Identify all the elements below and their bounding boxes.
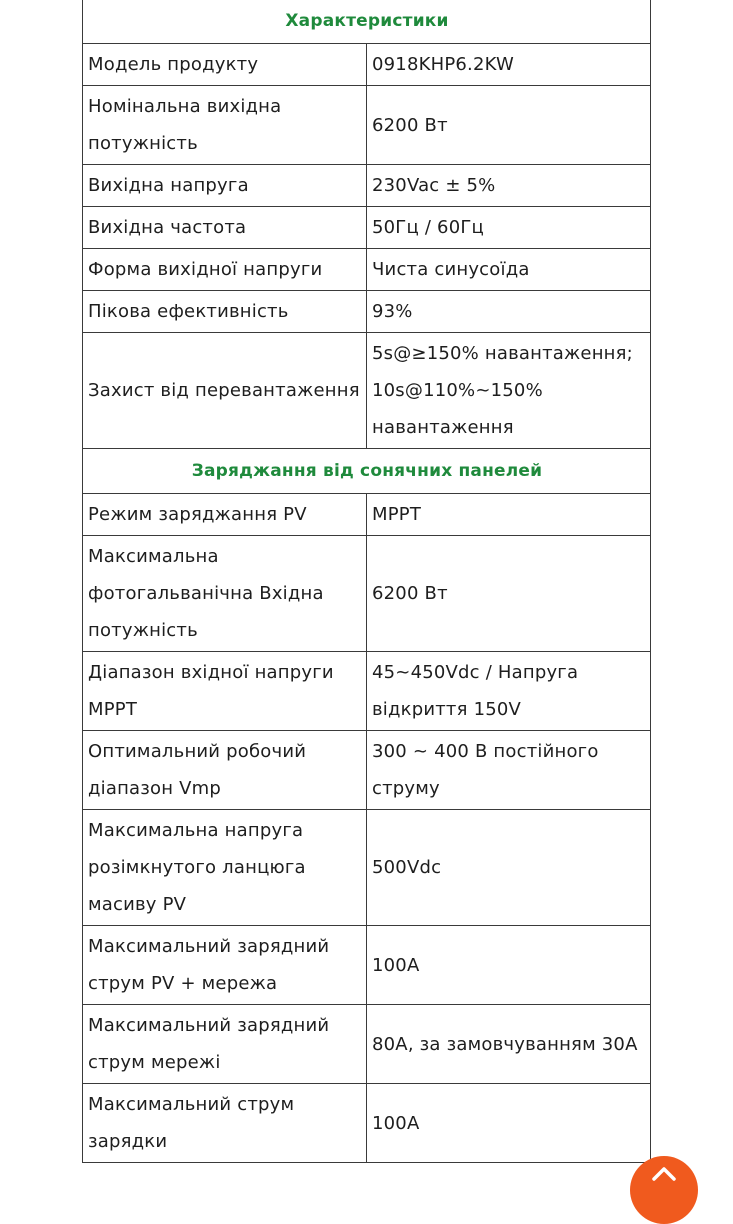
section-title: Характеристики (83, 0, 651, 44)
table-row (83, 165, 651, 207)
row-label: Захист від перевантаження (83, 333, 367, 449)
row-label: Номінальна вихідна потужність (83, 86, 367, 165)
spec-table (82, 0, 651, 1163)
row-value: 50Гц / 60Гц (367, 207, 651, 249)
row-label: Пікова ефективність (83, 291, 367, 333)
table-row (83, 652, 651, 731)
table-row (83, 494, 651, 536)
table-row (83, 333, 651, 449)
row-label: Форма вихідної напруги (83, 249, 367, 291)
table-row (83, 810, 651, 926)
row-label: Максимальна фотогальванічна Вхідна потужність (83, 536, 367, 652)
row-value: 5s@≥150% навантаження; 10s@110%~150% навантаження (367, 333, 651, 449)
row-label: Вихідна частота (83, 207, 367, 249)
row-value: 500Vdc (367, 810, 651, 926)
row-value: 45~450Vdc / Напруга відкриття 150V (367, 652, 651, 731)
row-label: Діапазон вхідної напруги MPPT (83, 652, 367, 731)
row-value: 0918KHP6.2KW (367, 44, 651, 86)
chevron-up-icon (651, 1164, 677, 1182)
table-row (83, 1005, 651, 1084)
row-value: 300 ~ 400 В постійного струму (367, 731, 651, 810)
row-label: Максимальний зарядний струм PV + мережа (83, 926, 367, 1005)
row-value: 6200 Вт (367, 86, 651, 165)
table-row (83, 86, 651, 165)
table-row (83, 207, 651, 249)
table-row (83, 536, 651, 652)
scroll-to-top-button[interactable] (630, 1156, 698, 1224)
section-title: Заряджання від сонячних панелей (83, 449, 651, 494)
table-row (83, 44, 651, 86)
row-value: Чиста синусоїда (367, 249, 651, 291)
row-label: Максимальна напруга розімкнутого ланцюга масиву PV (83, 810, 367, 926)
table-row (83, 926, 651, 1005)
row-label: Вихідна напруга (83, 165, 367, 207)
row-value: 230Vac ± 5% (367, 165, 651, 207)
row-label: Оптимальний робочий діапазон Vmp (83, 731, 367, 810)
row-value: 100A (367, 926, 651, 1005)
section-header (83, 0, 651, 44)
section-header (83, 449, 651, 494)
table-row (83, 291, 651, 333)
row-value: MPPT (367, 494, 651, 536)
row-value: 6200 Вт (367, 536, 651, 652)
table-row (83, 731, 651, 810)
row-label: Максимальний струм зарядки (83, 1084, 367, 1163)
row-value: 100A (367, 1084, 651, 1163)
row-label: Максимальний зарядний струм мережі (83, 1005, 367, 1084)
table-row (83, 1084, 651, 1163)
row-label: Режим заряджання PV (83, 494, 367, 536)
table-row (83, 249, 651, 291)
row-label: Модель продукту (83, 44, 367, 86)
row-value: 93% (367, 291, 651, 333)
row-value: 80A, за замовчуванням 30A (367, 1005, 651, 1084)
